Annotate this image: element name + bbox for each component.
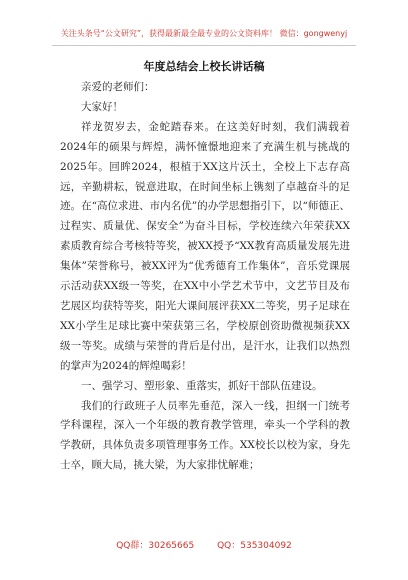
header-banner: 关注头条号“公文研究”，获得最新最全最专业的公文资料库！ 微信：gongwenyj <box>60 29 348 38</box>
document-body <box>60 78 350 476</box>
paragraph-intro: 祥龙贺岁去，金蛇踏春来。在这美好时刻，我们满载着2024年的硕果与辉煌，满怀憧憬地迎来了充满生机与挑战的2025年。回眸2024，根植于XX这片沃土，全校上下志存高远，辛勤耕耘，锐意进取，在时间坐标上镌刻了卓越奋斗的足迹。在“高位求进、市内名优”的办学思想指引下，以“师德正、过程实、质量优、保安全”为奋斗目标，学校连续六年荣获XX素质教育综合考核特等奖，被XX授予“XX教育高质量发展先进集体”荣誉称号，被XX评为“优秀德育工作集体”，音乐党课展示活动获XX级一等奖，在XX中小学艺术节中，文艺节目及布艺展区均获特等奖，阳光大课间展评获XX二等奖，男子足球在XX小学生足球比赛中荣获第三名，学校原创资助微视频获XX级一等奖。成绩与荣誉的背后是付出，是汗水，让我们以热烈的掌声为2024的辉煌喝彩！ <box>60 120 350 372</box>
salutation: 亲爱的老师们： <box>81 81 155 93</box>
document-title: 年度总结会上校长讲话稿 <box>143 60 265 73</box>
qq-number: QQ：535304092 <box>217 541 292 551</box>
qq-group-number: QQ群：30265665 <box>116 541 195 551</box>
section-heading: 一、强学习、塑形象、重落实，抓好干部队伍建设。 <box>81 379 323 392</box>
greeting: 大家好！ <box>81 100 123 113</box>
paragraph-leadership: 我们的行政班子人员率先垂范，深入一线，担纲一门统考学科课程，深入一个年级的教育教学管理，牵头一个学科的教学教研，具体负责多项管理事务工作。XX校长以校为家，身先士卒，顾大局，挑大梁，为大家排忧解难； <box>60 399 350 472</box>
header-divider <box>52 45 356 46</box>
footer-contacts <box>0 538 408 551</box>
